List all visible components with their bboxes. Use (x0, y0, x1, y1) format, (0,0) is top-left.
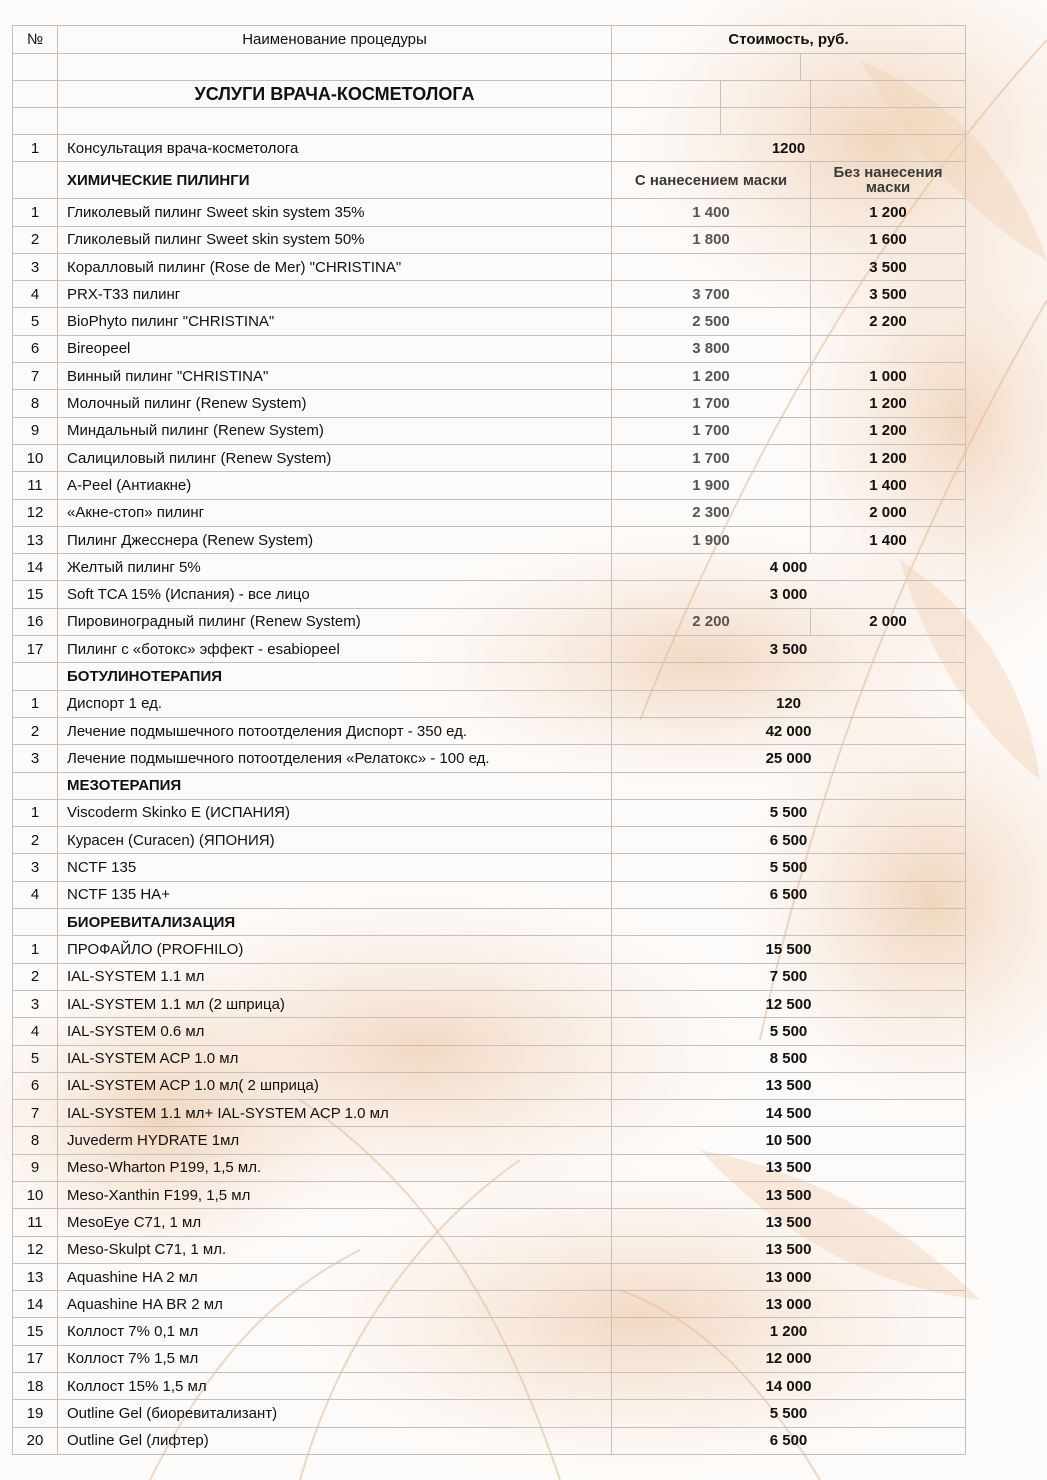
row-num: 6 (13, 1072, 58, 1099)
table-row (13, 1373, 966, 1400)
row-name: BioPhyto пилинг "CHRISTINA" (58, 308, 612, 335)
row-price-without-mask: 2 200 (811, 308, 966, 335)
row-price-without-mask: 1 200 (811, 417, 966, 444)
row-num: 6 (13, 335, 58, 362)
row-price-with-mask: 2 300 (612, 499, 811, 526)
row-price: 42 000 (612, 717, 966, 744)
row-price: 12 500 (612, 990, 966, 1017)
row-name: Салициловый пилинг (Renew System) (58, 444, 612, 471)
row-num: 7 (13, 1100, 58, 1127)
row-name: Bireopeel (58, 335, 612, 362)
spacer-row (13, 54, 966, 81)
header-price: Стоимость, руб. (612, 26, 966, 54)
row-price: 13 000 (612, 1263, 966, 1290)
row-name: IAL-SYSTEM 1.1 мл (2 шприца) (58, 990, 612, 1017)
row-name: IAL-SYSTEM ACP 1.0 мл (58, 1045, 612, 1072)
row-name: IAL-SYSTEM 0.6 мл (58, 1018, 612, 1045)
row-name: Курасен (Curacen) (ЯПОНИЯ) (58, 827, 612, 854)
row-price-with-mask: 1 900 (612, 472, 811, 499)
table-row (13, 1045, 966, 1072)
row-price (612, 909, 966, 936)
row-price-with-mask: 1 400 (612, 199, 811, 226)
price-table (12, 25, 966, 1455)
row-price: 13 500 (612, 1154, 966, 1181)
col-without-mask (811, 162, 966, 199)
row-price: 5 500 (612, 1018, 966, 1045)
row-price: 13 500 (612, 1072, 966, 1099)
row-name: Viscoderm Skinko E (ИСПАНИЯ) (58, 799, 612, 826)
row-num: 1 (13, 199, 58, 226)
row-num: 18 (13, 1373, 58, 1400)
table-row (13, 936, 966, 963)
row-price: 1200 (612, 135, 966, 162)
row-price: 14 000 (612, 1373, 966, 1400)
table-row (13, 581, 966, 608)
row-num: 2 (13, 717, 58, 744)
row-price: 3 000 (612, 581, 966, 608)
table-row (13, 1018, 966, 1045)
row-num: 14 (13, 1291, 58, 1318)
row-name: Juvederm HYDRATE 1мл (58, 1127, 612, 1154)
table-row (13, 526, 966, 553)
row-name: Aquashine HA 2 мл (58, 1263, 612, 1290)
header-name: Наименование процедуры (58, 26, 612, 54)
table-row (13, 135, 966, 162)
row-num: 1 (13, 135, 58, 162)
row-price: 13 500 (612, 1236, 966, 1263)
row-name: Лечение подмышечного потоотделения «Релатокс» - 100 ед. (58, 745, 612, 772)
row-name: IAL-SYSTEM 1.1 мл+ IAL-SYSTEM ACP 1.0 мл (58, 1100, 612, 1127)
row-name: Outline Gel (лифтер) (58, 1427, 612, 1454)
section-title-botox: БОТУЛИНОТЕРАПИЯ (58, 663, 612, 690)
row-price: 8 500 (612, 1045, 966, 1072)
row-price-with-mask: 3 700 (612, 281, 811, 308)
row-num: 4 (13, 1018, 58, 1045)
table-row (13, 799, 966, 826)
table-row (13, 281, 966, 308)
row-price-without-mask (811, 335, 966, 362)
row-num: 4 (13, 881, 58, 908)
table-row (13, 253, 966, 280)
section-row (13, 909, 966, 936)
table-row (13, 1181, 966, 1208)
table-row (13, 963, 966, 990)
table-row (13, 690, 966, 717)
table-row (13, 636, 966, 663)
table-row (13, 1263, 966, 1290)
row-num: 3 (13, 990, 58, 1017)
row-price: 3 500 (612, 636, 966, 663)
table-row (13, 472, 966, 499)
row-name: Молочный пилинг (Renew System) (58, 390, 612, 417)
table-row (13, 881, 966, 908)
row-num: 2 (13, 963, 58, 990)
row-num (13, 909, 58, 936)
row-name: Коралловый пилинг (Rose de Mer) "CHRISTINA" (58, 253, 612, 280)
row-num: 4 (13, 281, 58, 308)
row-price-with-mask: 1 200 (612, 363, 811, 390)
row-num: 9 (13, 1154, 58, 1181)
row-price-without-mask: 1 200 (811, 390, 966, 417)
row-num: 1 (13, 799, 58, 826)
row-name: Пилинг с «ботокс» эффект - esabiopeel (58, 636, 612, 663)
row-num: 17 (13, 1345, 58, 1372)
row-num: 5 (13, 1045, 58, 1072)
section-title-meso: МЕЗОТЕРАПИЯ (58, 772, 612, 799)
table-row (13, 417, 966, 444)
row-name: Коллост 7% 0,1 мл (58, 1318, 612, 1345)
table-row (13, 390, 966, 417)
row-name: MesoEye C71, 1 мл (58, 1209, 612, 1236)
title-row (13, 81, 966, 108)
row-name: Лечение подмышечного потоотделения Диспорт - 350 ед. (58, 717, 612, 744)
table-row (13, 444, 966, 471)
col-without-mask-line2: маски (865, 179, 911, 197)
row-price: 5 500 (612, 799, 966, 826)
row-name: Коллост 15% 1,5 мл (58, 1373, 612, 1400)
row-name: Meso-Skulpt C71, 1 мл. (58, 1236, 612, 1263)
row-price: 15 500 (612, 936, 966, 963)
page-title: УСЛУГИ ВРАЧА-КОСМЕТОЛОГА (58, 81, 612, 108)
row-num: 14 (13, 554, 58, 581)
table-row (13, 1209, 966, 1236)
row-name: «Акне-стоп» пилинг (58, 499, 612, 526)
row-price-with-mask: 1 700 (612, 390, 811, 417)
row-num: 17 (13, 636, 58, 663)
row-name: IAL-SYSTEM ACP 1.0 мл( 2 шприца) (58, 1072, 612, 1099)
row-name: Meso-Wharton P199, 1,5 мл. (58, 1154, 612, 1181)
row-name: PRX-T33 пилинг (58, 281, 612, 308)
table-row (13, 308, 966, 335)
row-num: 15 (13, 1318, 58, 1345)
table-row (13, 717, 966, 744)
row-price: 5 500 (612, 854, 966, 881)
row-price-without-mask: 3 500 (811, 281, 966, 308)
row-price-without-mask: 1 400 (811, 472, 966, 499)
table-row (13, 1400, 966, 1427)
table-row (13, 854, 966, 881)
table-row (13, 1072, 966, 1099)
row-price: 1 200 (612, 1318, 966, 1345)
section-title-biorev: БИОРЕВИТАЛИЗАЦИЯ (58, 909, 612, 936)
row-name: Желтый пилинг 5% (58, 554, 612, 581)
row-num: 16 (13, 608, 58, 635)
table-row (13, 990, 966, 1017)
row-num: 20 (13, 1427, 58, 1454)
row-price: 5 500 (612, 1400, 966, 1427)
row-price: 13 500 (612, 1209, 966, 1236)
row-num: 5 (13, 308, 58, 335)
table-row (13, 1154, 966, 1181)
table-row (13, 745, 966, 772)
row-num: 9 (13, 417, 58, 444)
row-num: 12 (13, 499, 58, 526)
row-price: 13 000 (612, 1291, 966, 1318)
col-without-mask-line1: Без нанесения (833, 164, 943, 182)
row-price-with-mask: 2 500 (612, 308, 811, 335)
row-name: A-Peel (Антиакне) (58, 472, 612, 499)
row-name: Винный пилинг "CHRISTINA" (58, 363, 612, 390)
row-name: Пилинг Джесснера (Renew System) (58, 526, 612, 553)
row-num: 13 (13, 526, 58, 553)
row-price: 4 000 (612, 554, 966, 581)
row-name: Aquashine HA BR 2 мл (58, 1291, 612, 1318)
row-num: 1 (13, 936, 58, 963)
row-price-with-mask: 3 800 (612, 335, 811, 362)
table-row (13, 1291, 966, 1318)
row-name: IAL-SYSTEM 1.1 мл (58, 963, 612, 990)
row-num: 2 (13, 827, 58, 854)
table-row (13, 199, 966, 226)
row-name: Коллост 7% 1,5 мл (58, 1345, 612, 1372)
row-price-with-mask (612, 253, 811, 280)
row-num: 15 (13, 581, 58, 608)
header-num: № (13, 26, 58, 54)
row-price-without-mask: 1 600 (811, 226, 966, 253)
peel-header-row (13, 162, 966, 199)
row-num: 10 (13, 444, 58, 471)
row-num (13, 663, 58, 690)
row-name: Консультация врача-косметолога (58, 135, 612, 162)
row-name: NCTF 135 HA+ (58, 881, 612, 908)
section-row (13, 772, 966, 799)
row-price: 12 000 (612, 1345, 966, 1372)
row-num: 3 (13, 854, 58, 881)
row-price-with-mask: 1 800 (612, 226, 811, 253)
row-price: 120 (612, 690, 966, 717)
row-num: 1 (13, 690, 58, 717)
row-name: Миндальный пилинг (Renew System) (58, 417, 612, 444)
row-price-without-mask: 2 000 (811, 499, 966, 526)
row-price-without-mask: 1 400 (811, 526, 966, 553)
table-row (13, 1100, 966, 1127)
table-row (13, 363, 966, 390)
table-row (13, 499, 966, 526)
spacer-row (13, 108, 966, 135)
row-price: 6 500 (612, 827, 966, 854)
table-row (13, 1345, 966, 1372)
row-num (13, 772, 58, 799)
row-price: 13 500 (612, 1181, 966, 1208)
row-price (612, 663, 966, 690)
row-num: 8 (13, 390, 58, 417)
row-price-without-mask: 2 000 (811, 608, 966, 635)
row-num: 11 (13, 472, 58, 499)
row-name: Диспорт 1 ед. (58, 690, 612, 717)
row-num: 2 (13, 226, 58, 253)
table-row (13, 226, 966, 253)
row-price: 6 500 (612, 1427, 966, 1454)
table-row (13, 1318, 966, 1345)
row-price-without-mask: 3 500 (811, 253, 966, 280)
row-price: 6 500 (612, 881, 966, 908)
row-num: 10 (13, 1181, 58, 1208)
row-price-with-mask: 2 200 (612, 608, 811, 635)
row-price-with-mask: 1 900 (612, 526, 811, 553)
row-num: 8 (13, 1127, 58, 1154)
row-num: 11 (13, 1209, 58, 1236)
row-num: 7 (13, 363, 58, 390)
row-price-without-mask: 1 200 (811, 444, 966, 471)
section-row (13, 663, 966, 690)
row-name: Outline Gel (биоревитализант) (58, 1400, 612, 1427)
table-row (13, 608, 966, 635)
table-header-row (13, 26, 966, 54)
row-num: 3 (13, 253, 58, 280)
section-title-peels: ХИМИЧЕСКИЕ ПИЛИНГИ (58, 162, 612, 199)
row-num: 13 (13, 1263, 58, 1290)
table-row (13, 1236, 966, 1263)
table-row (13, 827, 966, 854)
row-price: 14 500 (612, 1100, 966, 1127)
row-price-with-mask: 1 700 (612, 444, 811, 471)
table-row (13, 335, 966, 362)
row-num: 12 (13, 1236, 58, 1263)
row-price: 7 500 (612, 963, 966, 990)
row-name: Пировиноградный пилинг (Renew System) (58, 608, 612, 635)
row-num: 3 (13, 745, 58, 772)
row-price-without-mask: 1 000 (811, 363, 966, 390)
row-name: ПРОФАЙЛО (PROFHILO) (58, 936, 612, 963)
row-name: Soft TCA 15% (Испания) - все лицо (58, 581, 612, 608)
row-name: Гликолевый пилинг Sweet skin system 50% (58, 226, 612, 253)
row-name: Meso-Xanthin F199, 1,5 мл (58, 1181, 612, 1208)
col-with-mask: С нанесением маски (612, 162, 811, 199)
table-row (13, 1127, 966, 1154)
row-price-with-mask: 1 700 (612, 417, 811, 444)
row-price: 10 500 (612, 1127, 966, 1154)
row-price (612, 772, 966, 799)
row-name: Гликолевый пилинг Sweet skin system 35% (58, 199, 612, 226)
row-num: 19 (13, 1400, 58, 1427)
table-row (13, 1427, 966, 1454)
row-price: 25 000 (612, 745, 966, 772)
row-price-without-mask: 1 200 (811, 199, 966, 226)
row-name: NCTF 135 (58, 854, 612, 881)
table-row (13, 554, 966, 581)
